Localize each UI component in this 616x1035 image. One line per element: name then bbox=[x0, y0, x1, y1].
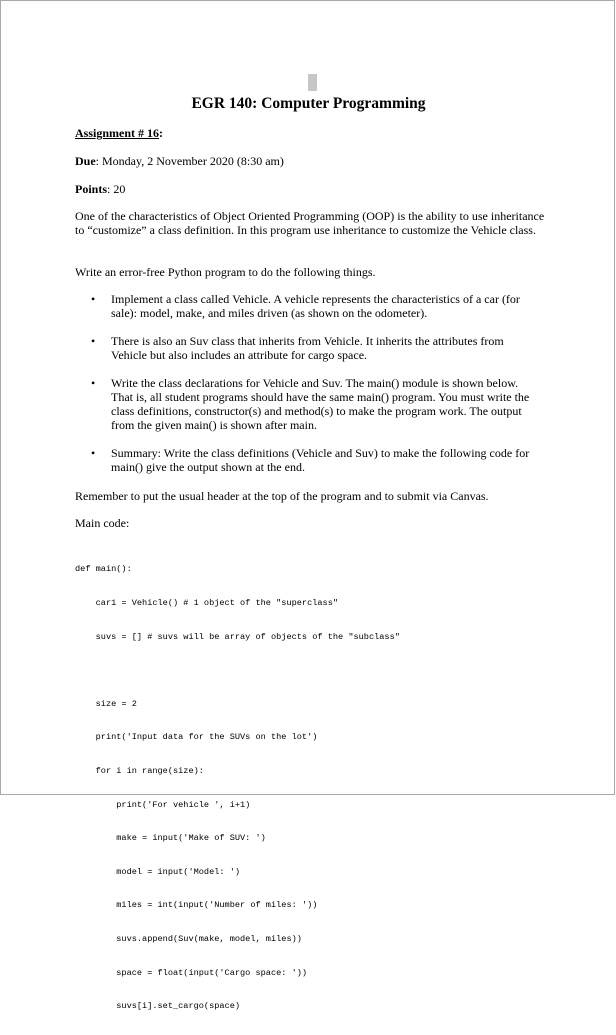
list-item bbox=[90, 292, 540, 320]
reminder-paragraph: Remember to put the usual header at the top of the program and to submit via Canvas. bbox=[75, 489, 489, 503]
code-line: for i in range(size): bbox=[75, 766, 204, 777]
text-cursor-marker bbox=[308, 74, 317, 91]
code-line: car1 = Vehicle() # 1 object of the "superclass" bbox=[75, 598, 339, 609]
bullet-icon: • bbox=[91, 446, 96, 460]
due-value: : Monday, 2 November 2020 (8:30 am) bbox=[95, 154, 284, 168]
code-line: make = input('Make of SUV: ') bbox=[75, 833, 266, 844]
list-item bbox=[90, 334, 540, 362]
bullet-icon: • bbox=[91, 292, 96, 306]
points-label: Points bbox=[75, 182, 108, 196]
main-code-label: Main code: bbox=[75, 516, 130, 530]
requirements-list bbox=[90, 292, 540, 488]
assignment-line bbox=[75, 126, 545, 140]
document-title: EGR 140: Computer Programming bbox=[191, 95, 426, 112]
code-line: print('Input data for the SUVs on the lot') bbox=[75, 732, 318, 743]
code-line: miles = int(input('Number of miles: ')) bbox=[75, 900, 318, 911]
list-item-text: Summary: Write the class definitions (Vehicle and Suv) to make the following code for main() give the output shown at the end. bbox=[111, 446, 530, 474]
code-line: model = input('Model: ') bbox=[75, 866, 241, 877]
code-line: size = 2 bbox=[75, 698, 137, 709]
code-block bbox=[75, 542, 545, 1035]
bullet-icon: • bbox=[91, 334, 96, 348]
intro-paragraph: One of the characteristics of Object Oriented Programming (OOP) is the ability to use inheritance to “customize” a class definition. In this program use inheritance to customize the Vehicle class. bbox=[75, 209, 545, 237]
list-item-text: There is also an Suv class that inherits from Vehicle. It inherits the attributes from Vehicle but also includes an attribute for cargo space. bbox=[111, 334, 504, 362]
list-item bbox=[90, 376, 540, 432]
code-line: def main(): bbox=[75, 564, 132, 575]
instruction-paragraph: Write an error-free Python program to do the following things. bbox=[75, 265, 376, 279]
list-item bbox=[90, 446, 540, 474]
bullet-icon: • bbox=[91, 376, 96, 390]
code-line bbox=[75, 665, 545, 676]
assignment-colon: : bbox=[159, 126, 164, 140]
code-line: suvs[i].set_cargo(space) bbox=[75, 1001, 241, 1012]
points-line bbox=[75, 182, 545, 196]
points-value: : 20 bbox=[107, 182, 126, 196]
code-line: space = float(input('Cargo space: ')) bbox=[75, 967, 308, 978]
code-line: print('For vehicle ', i+1) bbox=[75, 799, 251, 810]
list-item-text: Write the class declarations for Vehicle and Suv. The main() module is shown below. That is, all student programs should have the same main() program. You must write the class definitions, constructor(s) and method(s) to make the program work. The output from the given main() is shown after main. bbox=[111, 376, 530, 432]
code-line: suvs = [] # suvs will be array of objects of the "subclass" bbox=[75, 631, 400, 642]
assignment-label: Assignment # 16 bbox=[75, 126, 160, 140]
code-line: suvs.append(Suv(make, model, miles)) bbox=[75, 934, 302, 945]
due-line bbox=[75, 154, 545, 168]
list-item-text: Implement a class called Vehicle. A vehicle represents the characteristics of a car (for sale): model, make, and miles driven (as shown on the odometer). bbox=[111, 292, 520, 320]
due-label: Due bbox=[75, 154, 96, 168]
